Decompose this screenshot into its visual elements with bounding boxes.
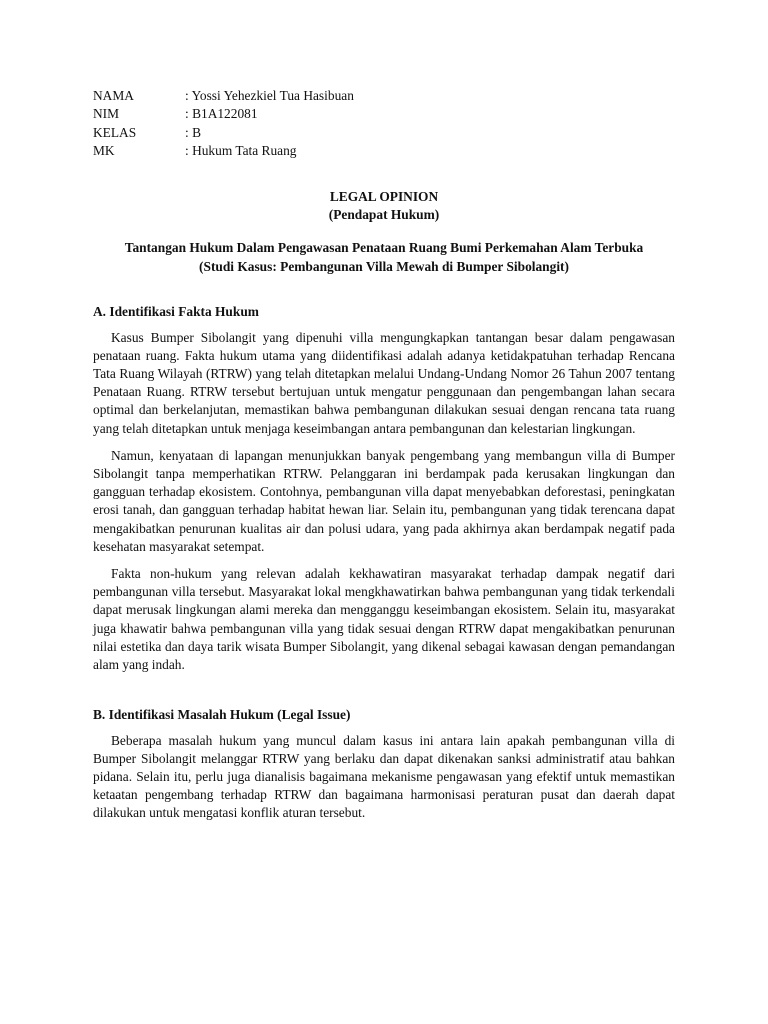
section-a-heading: A. Identifikasi Fakta Hukum — [93, 304, 259, 320]
identity-block — [93, 87, 675, 161]
identity-label: NAMA — [93, 88, 134, 103]
identity-row-nim — [93, 105, 675, 123]
identity-row-kelas — [93, 124, 675, 142]
identity-value: : B1A122081 — [185, 106, 258, 122]
identity-value: : B — [185, 124, 201, 140]
identity-label: NIM — [93, 106, 120, 122]
document-title-sub: (Pendapat Hukum) — [328, 206, 440, 222]
document-page — [93, 87, 675, 823]
section-a-paragraph-1: Kasus Bumper Sibolangit yang dipenuhi villa mengungkapkan tantangan besar dalam pengawasan penataan ruang. Fakta hukum utama yang diidentifikasi adalah adanya ketidakpatuhan terhadap Rencana Tata Ruang Wilayah (RTRW) yang telah ditetapkan melalui Undang-Undang Nomor 26 Tahun 2007 tentang Penataan Ruang. RTRW tersebut bertujuan untuk mengatur penggunaan dan pengembangan lahan secara optimal dan berkelanjutan, memastikan bahwa pembangunan dilakukan sesuai dengan rencana tata ruang yang telah ditetapkan untuk menjaga keseimbangan antara pembangunan dan kelestarian lingkungan. — [93, 329, 675, 436]
section-a-paragraph-2: Namun, kenyataan di lapangan menunjukkan banyak pengembang yang membangun villa di Bumper Sibolangit tanpa memperhatikan RTRW. Pelanggaran ini berdampak pada kerusakan lingkungan dan gangguan terhadap ekosistem. Contohnya, pembangunan villa dapat menyebabkan deforestasi, peningkatan erosi tanah, dan gangguan terhadap habitat hewan liar. Selain itu, pembangunan yang tidak terencana dapat mengakibatkan penurunan kualitas air dan polusi udara, yang pada akhirnya akan berdampak negatif pada kesehatan masyarakat setempat. — [93, 447, 675, 554]
identity-value: : Yossi Yehezkiel Tua Hasibuan — [185, 88, 354, 103]
section-a-paragraph-3: Fakta non-hukum yang relevan adalah kekhawatiran masyarakat terhadap dampak negatif dari pembangunan villa tersebut. Masyarakat lokal mengkhawatirkan bahwa pembangunan yang tidak terkendali dapat merusak lingkungan alami mereka dan mengganggu keseimbangan ekosistem. Selain itu, masyarakat juga khawatir bahwa pembangunan villa yang tidak sesuai dengan RTRW dapat mengakibatkan penurunan nilai estetika dan daya tarik wisata Bumper Sibolangit, yang dikenal sebagai kawasan dengan pemandangan alam yang indah. — [93, 566, 675, 673]
identity-label: KELAS — [93, 124, 137, 140]
document-title-block — [93, 188, 675, 225]
identity-row-mk — [93, 142, 675, 160]
identity-value: : Hukum Tata Ruang — [185, 143, 297, 159]
document-title: LEGAL OPINION — [329, 188, 439, 204]
document-subtitle: Tantangan Hukum Dalam Pengawasan Penataan Ruang Bumi Perkemahan Alam Terbuka (Studi Kasus: Pembangunan Villa Mewah di Bumper Sibolangit) — [124, 240, 644, 274]
identity-row-nama — [93, 87, 675, 105]
identity-label: MK — [93, 143, 115, 159]
section-b-heading: B. Identifikasi Masalah Hukum (Legal Issue) — [93, 707, 351, 723]
section-b-paragraph-1: Beberapa masalah hukum yang muncul dalam kasus ini antara lain apakah pembangunan villa di Bumper Sibolangit melanggar RTRW yang berlaku dan dapat dikenakan sanksi administratif atau bahkan pidana. Selain itu, perlu juga dianalisis bagaimana mekanisme pengawasan yang efektif untuk memastikan ketaatan pengembang terhadap RTRW dan bagaimana harmonisasi peraturan pusat dan daerah dapat dilakukan untuk mengatasi konflik aturan tersebut. — [93, 732, 675, 821]
